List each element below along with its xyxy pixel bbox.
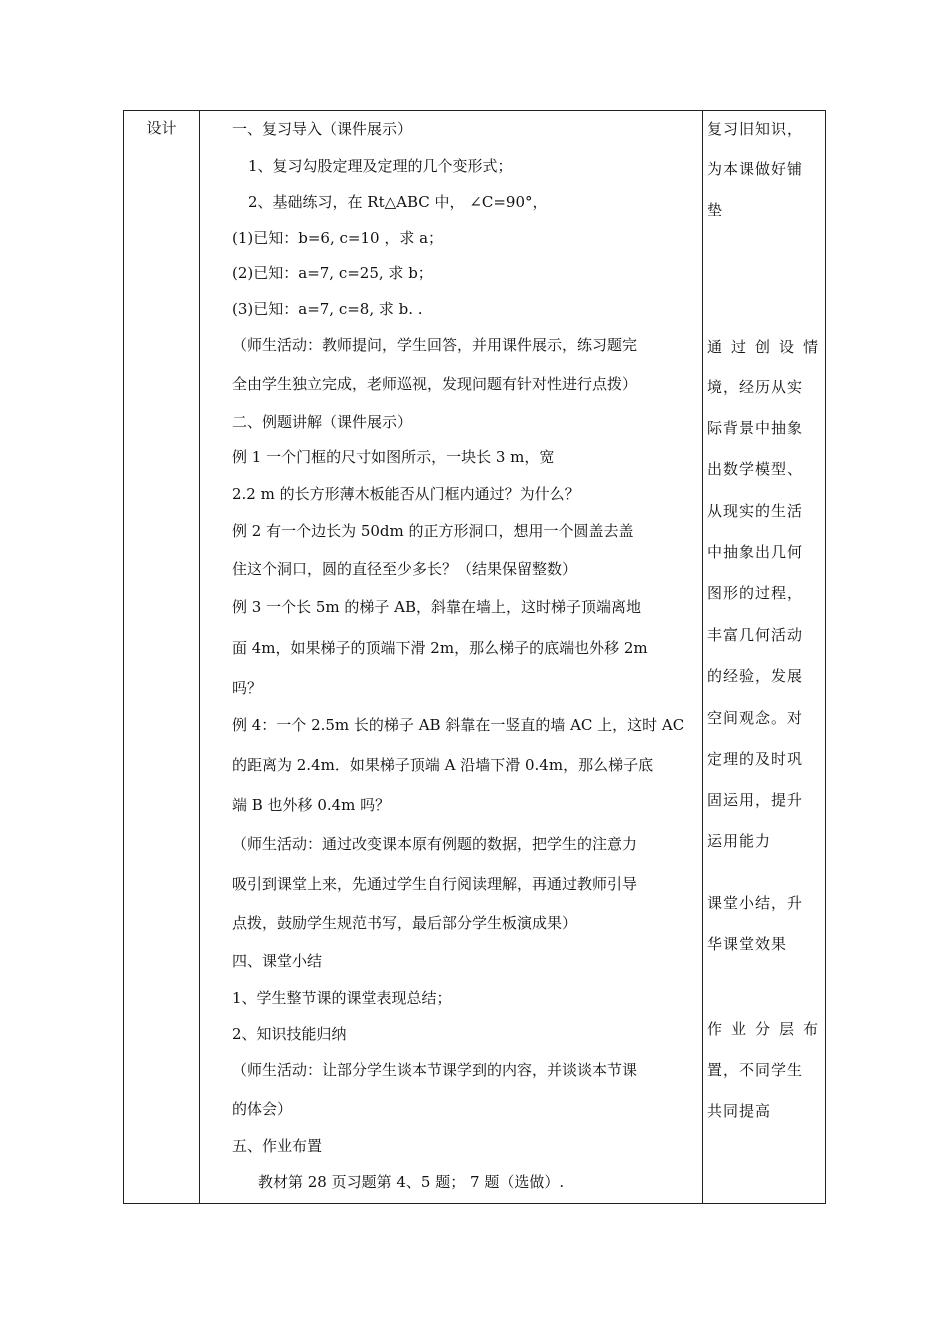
content-line: 吗？ (232, 679, 263, 697)
content-line: 2.2 m 的长方形薄木板能否从门框内通过？为什么？ (232, 485, 580, 503)
content-line: （师生活动：教师提问，学生回答，并用课件展示，练习题完 (232, 336, 638, 354)
content-line: 例 4：一个 2.5m 长的梯子 AB 斜靠在一竖直的墙 AC 上，这时 AC (232, 716, 685, 734)
note-line: 共同提高 (707, 1102, 772, 1120)
column-divider (199, 111, 200, 1203)
content-line: 1、学生整节课的课堂表现总结； (232, 989, 452, 1007)
content-line: 的距离为 2.4m．如果梯子顶端 A 沿墙下滑 0.4m，那么梯子底 (232, 756, 654, 774)
content-line: 例 2 有一个边长为 50dm 的正方形洞口，想用一个圆盖去盖 (232, 522, 634, 540)
content-line: 四、课堂小结 (232, 952, 323, 970)
content-line: 二、例题讲解（课件展示） (232, 413, 413, 431)
content-line: 端 B 也外移 0.4m 吗？ (232, 796, 391, 814)
note-line: 出数学模型、 (707, 460, 804, 478)
left-label: 设计 (146, 119, 177, 137)
note-line: 为本课做好铺 (707, 160, 804, 178)
content-line: 点拨，鼓励学生规范书写，最后部分学生板演成果） (232, 914, 578, 932)
note-line: 际背景中抽象 (707, 419, 804, 437)
content-line: 一、复习导入（课件展示） (232, 120, 413, 138)
content-line: 五、作业布置 (232, 1137, 323, 1155)
note-line: 作 业 分 层 布 (707, 1020, 819, 1038)
content-line: 面 4m，如果梯子的顶端下滑 2m，那么梯子的底端也外移 2m (232, 639, 648, 657)
note-line: 中抽象出几何 (707, 543, 804, 561)
content-line: (1)已知：b=6, c=10 ，求 a； (232, 229, 444, 247)
content-line: (2)已知：a=7, c=25, 求 b； (232, 264, 433, 282)
content-line: 例 3 一个长 5m 的梯子 AB，斜靠在墙上，这时梯子顶端离地 (232, 598, 642, 616)
note-line: 的经验，发展 (707, 667, 804, 685)
note-line: 置，不同学生 (707, 1061, 804, 1079)
content-line: 的体会） (232, 1100, 293, 1118)
note-line: 通 过 创 设 情 (707, 338, 819, 356)
note-line: 从现实的生活 (707, 502, 804, 520)
note-line: 图形的过程， (707, 584, 804, 602)
note-line: 定理的及时巩 (707, 750, 804, 768)
lesson-table (123, 110, 826, 1204)
content-line: 2、基础练习，在 Rt△ABC 中， ∠C=90°， (248, 193, 548, 211)
column-divider (702, 111, 703, 1203)
note-line: 垫 (707, 201, 724, 219)
note-line: 华课堂效果 (707, 935, 788, 953)
note-line: 空间观念。对 (707, 709, 804, 727)
content-line: 全由学生独立完成，老师巡视，发现问题有针对性进行点拨） (232, 375, 638, 393)
content-line: 吸引到课堂上来，先通过学生自行阅读理解，再通过教师引导 (232, 875, 638, 893)
content-line: （师生活动：通过改变课本原有例题的数据，把学生的注意力 (232, 835, 638, 853)
content-line: 2、知识技能归纳 (232, 1025, 347, 1043)
content-line: 例 1 一个门框的尺寸如图所示，一块长 3 m，宽 (232, 448, 555, 466)
note-line: 运用能力 (707, 832, 772, 850)
note-line: 境，经历从实 (707, 378, 804, 396)
content-line: 1、复习勾股定理及定理的几个变形式； (248, 157, 513, 175)
content-line: 教材第 28 页习题第 4、5 题； 7 题（选做）. (258, 1173, 565, 1191)
content-line: 住这个洞口，圆的直径至少多长？（结果保留整数） (232, 560, 578, 578)
content-line: （师生活动：让部分学生谈本节课学到的内容，并谈谈本节课 (232, 1061, 638, 1079)
note-line: 固运用，提升 (707, 791, 804, 809)
note-line: 课堂小结，升 (707, 894, 804, 912)
note-line: 丰富几何活动 (707, 626, 804, 644)
note-line: 复习旧知识， (707, 120, 804, 138)
content-line: (3)已知：a=7, c=8, 求 b. . (232, 300, 423, 318)
